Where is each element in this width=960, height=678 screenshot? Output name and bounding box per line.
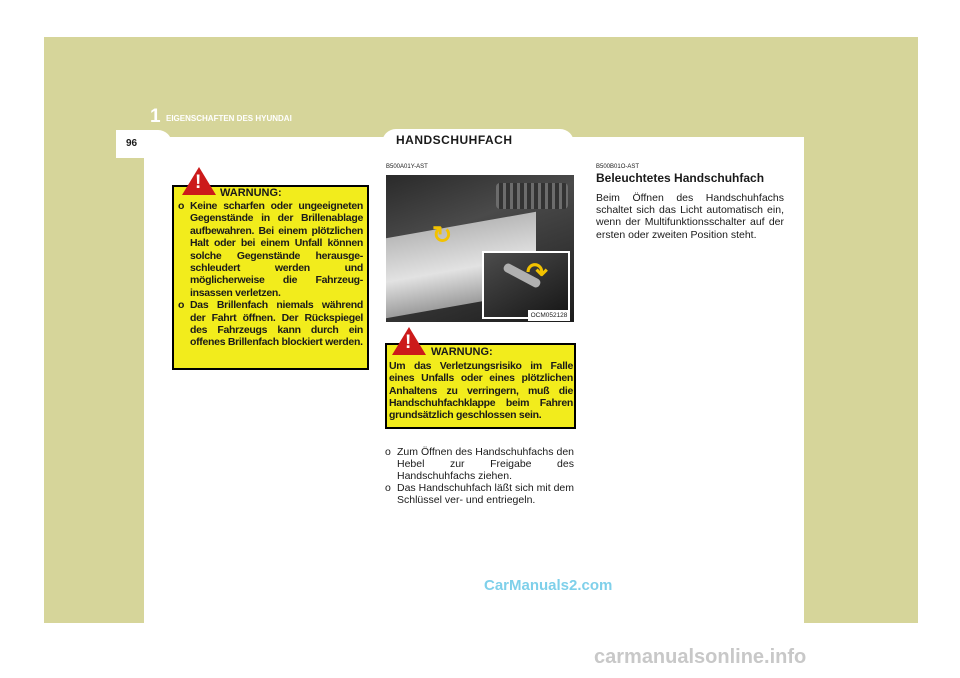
section-title: HANDSCHUHFACH <box>396 133 513 147</box>
warning-title: WARNUNG: <box>220 187 282 199</box>
list-item: o Zum Öffnen des Handschuhfachs den Hebel zur Freigabe des Handschuhfachs ziehen. <box>385 446 574 482</box>
watermark: carmanualsonline.info <box>594 646 807 668</box>
warning-text: Um das Verletzungsrisiko im Falle eines Unfalls oder eines plötzlichen Anhaltens zu verringern, muß die Handschuhfachklappe beim Fahren grundsätzlich geschlossen sein. <box>389 360 573 422</box>
air-vent <box>496 183 568 209</box>
warning-triangle-icon: ! <box>392 327 426 355</box>
section-paragraph: Beim Öffnen des Handschuhfachs schaltet sich das Licht automatisch ein, wenn der Multifunktionsschalter auf der ersten oder zweiten Position steht. <box>596 192 784 241</box>
open-arrow-icon: ↻ <box>432 222 453 249</box>
warning-list <box>178 200 363 349</box>
warning-item: o Das Brillenfach niemals während der Fahrt öffnen. Der Rückspiegel des Fahrzeugs kann durch ein offenes Brillenfach blockiert werden. <box>178 299 363 349</box>
page-number-tab <box>116 130 172 158</box>
section-heading: Beleuchtetes Handschuhfach <box>596 171 765 185</box>
image-code: OCM052128 <box>528 310 570 321</box>
section-code: B500B01O-AST <box>596 164 640 170</box>
glovebox-photo <box>386 175 574 322</box>
section-code: B500A01Y-AST <box>386 164 428 170</box>
list-item: o Das Handschuhfach läßt sich mit dem Schlüssel ver- und entriegeln. <box>385 482 574 506</box>
lever-detail-inset <box>482 251 570 319</box>
warning-item: o Keine scharfen oder ungeeigneten Gegenstände in der Brillenablage aufbewahren. Bei einem plötzlichen Halt oder bei einem Unfall können solche Gegenstände herausge-schleudert werden und möglicherweise die Fahrzeug-insassen verletzen. <box>178 200 363 299</box>
glovebox-instructions <box>385 446 574 506</box>
pull-arrow-icon: ↷ <box>526 257 548 287</box>
page-number: 96 <box>126 138 138 149</box>
chapter-title: EIGENSCHAFTEN DES HYUNDAI <box>166 114 292 123</box>
warning-triangle-icon: ! <box>182 167 216 195</box>
warning-title: WARNUNG: <box>431 346 493 358</box>
chapter-number: 1 <box>150 106 161 127</box>
watermark: CarManuals2.com <box>484 577 613 594</box>
